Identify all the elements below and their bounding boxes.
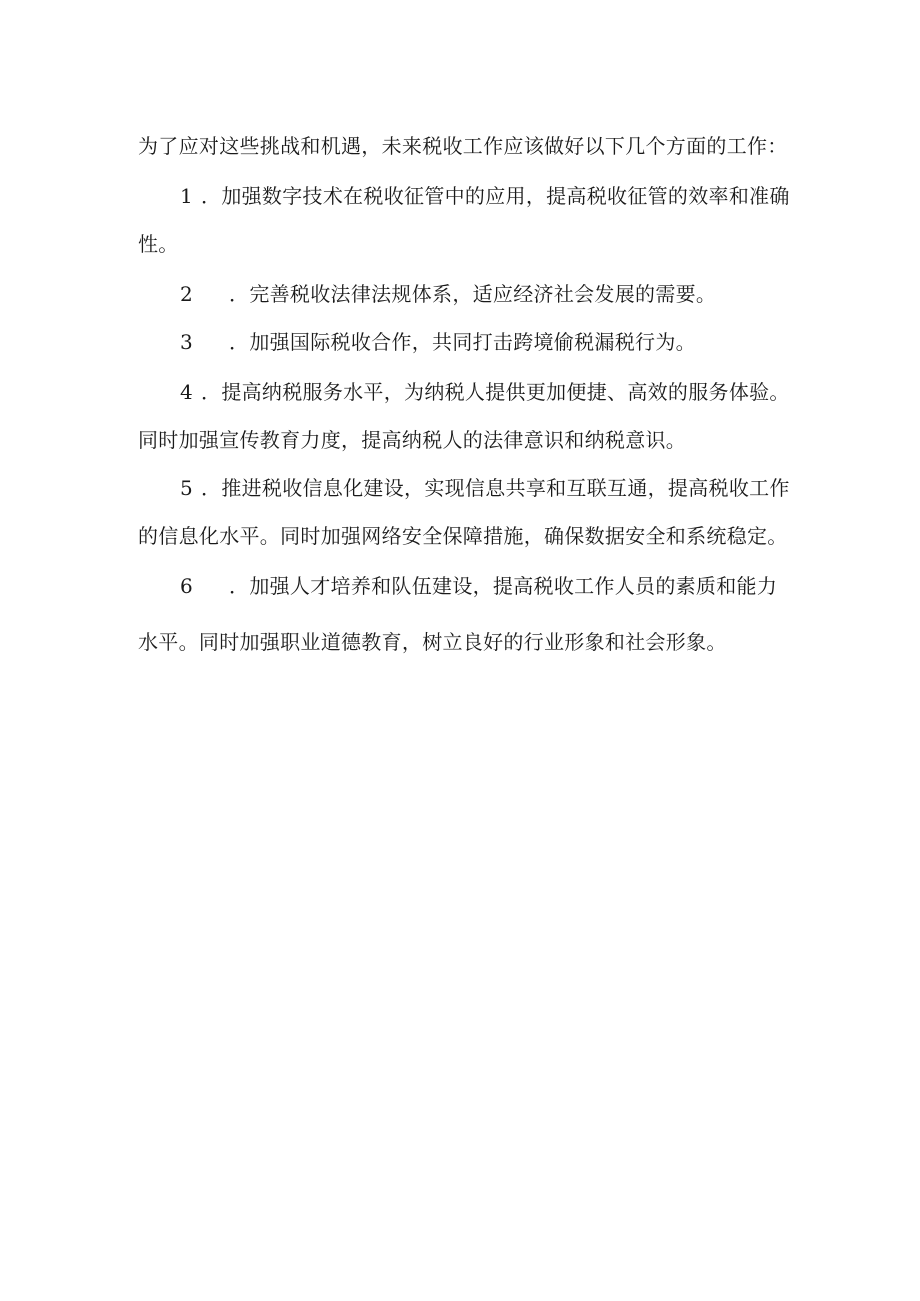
list-item-2 xyxy=(180,280,716,308)
list-item-4-line-2: 同时加强宣传教育力度，提高纳税人的法律意识和纳税意识。 xyxy=(138,428,687,452)
list-item-3 xyxy=(180,328,696,356)
list-item-3-text: ．加强国际税收合作，共同打击跨境偷税漏税行为。 xyxy=(229,330,696,354)
list-item-5-number: 5 xyxy=(180,476,194,500)
list-item-1-text: ．加强数字技术在税收征管中的应用，提高税收征管的效率和准确 xyxy=(201,184,790,208)
list-item-6-line-2: 水平。同时加强职业道德教育，树立良好的行业形象和社会形象。 xyxy=(138,630,727,654)
list-item-5-line-1 xyxy=(180,474,790,502)
list-item-4-text: ．提高纳税服务水平，为纳税人提供更加便捷、高效的服务体验。 xyxy=(201,380,790,404)
list-item-5-line-2: 的信息化水平。同时加强网络安全保障措施，确保数据安全和系统稳定。 xyxy=(138,524,788,548)
list-item-2-text: ．完善税收法律法规体系，适应经济社会发展的需要。 xyxy=(229,282,717,306)
list-item-6-line-1 xyxy=(180,572,777,600)
list-item-6-number: 6 xyxy=(180,574,194,598)
list-item-5-text: ．推进税收信息化建设，实现信息共享和互联互通，提高税收工作 xyxy=(201,476,790,500)
list-item-4-number: 4 xyxy=(180,380,194,404)
list-item-3-number: 3 xyxy=(180,330,194,354)
list-item-2-number: 2 xyxy=(180,282,194,306)
list-item-1-number: 1 xyxy=(180,184,194,208)
intro-paragraph: 为了应对这些挑战和机遇，未来税收工作应该做好以下几个方面的工作： xyxy=(138,134,788,158)
list-item-1-line-2: 性。 xyxy=(138,232,179,256)
list-item-6-text: ．加强人才培养和队伍建设，提高税收工作人员的素质和能力 xyxy=(229,574,778,598)
list-item-4-line-1 xyxy=(180,378,790,406)
list-item-1-line-1 xyxy=(180,182,790,210)
